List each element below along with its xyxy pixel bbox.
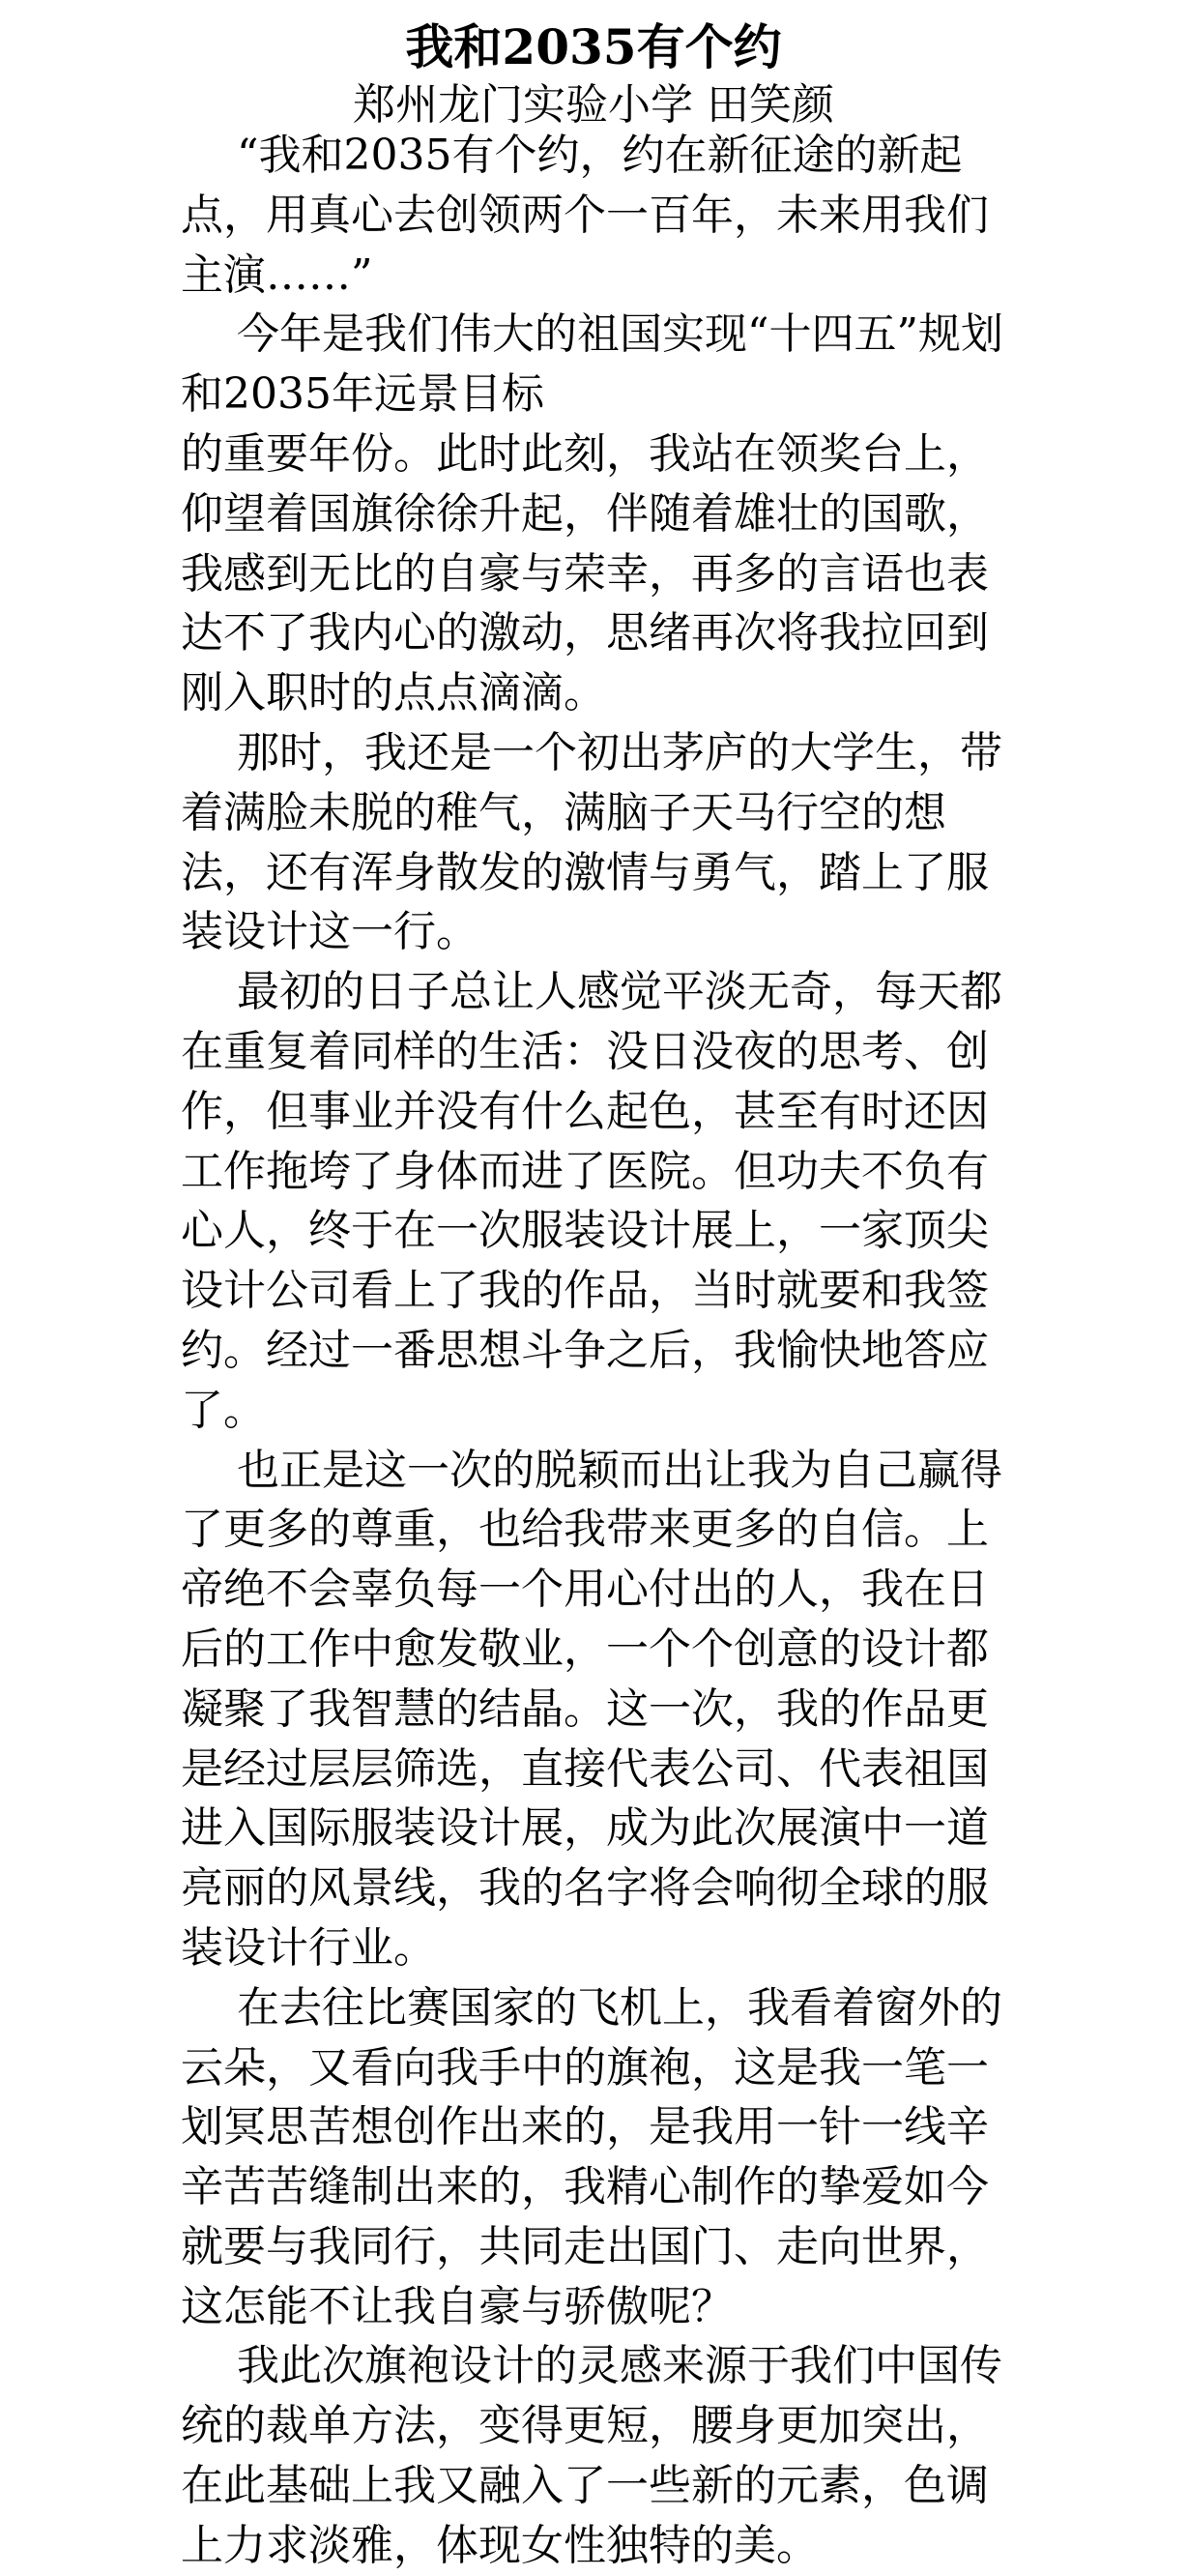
text-line: 仰望着国旗徐徐升起，伴随着雄壮的国歌， <box>181 488 989 539</box>
text-line: 装设计行业。 <box>181 1922 436 1973</box>
text-line: 凝聚了我智慧的结晶。这一次，我的作品更 <box>181 1683 989 1734</box>
text-line: 这怎能不让我自豪与骄傲呢？ <box>181 2281 734 2331</box>
text-line: 我此次旗袍设计的灵感来源于我们中国传 <box>237 2341 1002 2391</box>
document-body <box>181 126 1031 2576</box>
text-line: 在重复着同样的生活：没日没夜的思考、创 <box>181 1026 989 1076</box>
text-line: 达不了我内心的激动，思绪再次将我拉回到 <box>181 608 989 659</box>
text-line: 是经过层层筛选，直接代表公司、代表祖国 <box>181 1743 989 1794</box>
text-line: 约。经过一番思想斗争之后，我愉快地答应 <box>181 1325 989 1375</box>
text-line: 主演……” <box>181 249 373 300</box>
text-line: 那时，我还是一个初出茅庐的大学生，带 <box>237 727 1002 777</box>
text-line: 法，还有浑身散发的激情与勇气，踏上了服 <box>181 847 989 897</box>
text-line: 云朵，又看向我手中的旗袍，这是我一笔一 <box>181 2042 989 2093</box>
text-line: 今年是我们伟大的祖国实现“十四五”规划 <box>237 309 1003 360</box>
text-line: 心人，终于在一次服装设计展上，一家顶尖 <box>181 1206 989 1256</box>
text-line: 着满脸未脱的稚气，满脑子天马行空的想 <box>181 787 946 837</box>
text-line: 划冥思苦想创作出来的，是我用一针一线辛 <box>181 2102 989 2152</box>
text-line: 我感到无比的自豪与荣幸，再多的言语也表 <box>181 548 989 599</box>
text-line: “我和2035有个约，约在新征途的新起 <box>237 131 963 180</box>
text-line: 了。 <box>181 1385 266 1435</box>
text-line: 工作拖垮了身体而进了医院。但功夫不负有 <box>181 1146 989 1196</box>
text-line: 亮丽的风景线，我的名字将会响彻全球的服 <box>181 1863 989 1914</box>
text-line: 设计公司看上了我的作品，当时就要和我签 <box>181 1266 989 1316</box>
text-line: 和2035年远景目标 <box>181 369 544 420</box>
text-line: 进入国际服装设计展，成为此次展演中一道 <box>181 1803 989 1854</box>
text-line: 点，用真心去创领两个一百年，未来用我们 <box>181 190 989 240</box>
text-line: 最初的日子总让人感觉平淡无奇，每天都 <box>237 967 1002 1017</box>
text-line: 辛苦苦缝制出来的，我精心制作的挚爱如今 <box>181 2162 989 2212</box>
document-title: 我和2035有个约 <box>405 18 782 75</box>
text-line: 帝绝不会辜负每一个用心付出的人，我在日 <box>181 1565 989 1615</box>
author-byline: 郑州龙门实验小学 田笑颜 <box>353 80 834 130</box>
text-line: 作，但事业并没有什么起色，甚至有时还因 <box>181 1086 989 1136</box>
text-line: 后的工作中愈发敬业，一个个创意的设计都 <box>181 1624 989 1674</box>
text-line: 统的裁单方法，变得更短，腰身更加突出， <box>181 2401 989 2451</box>
text-line: 也正是这一次的脱颖而出让我为自己赢得 <box>237 1445 1002 1495</box>
text-line: 就要与我同行，共同走出国门、走向世界， <box>181 2221 989 2271</box>
text-line: 装设计这一行。 <box>181 907 478 957</box>
text-line: 刚入职时的点点滴滴。 <box>181 668 606 718</box>
text-line: 了更多的尊重，也给我带来更多的自信。上 <box>181 1505 989 1555</box>
text-line: 在去往比赛国家的飞机上，我看着窗外的 <box>237 1982 1002 2033</box>
text-line: 在此基础上我又融入了一些新的元素，色调 <box>181 2461 989 2511</box>
text-line: 的重要年份。此时此刻，我站在领奖台上， <box>181 428 989 479</box>
text-line: 上力求淡雅，体现女性独特的美。 <box>181 2520 819 2570</box>
